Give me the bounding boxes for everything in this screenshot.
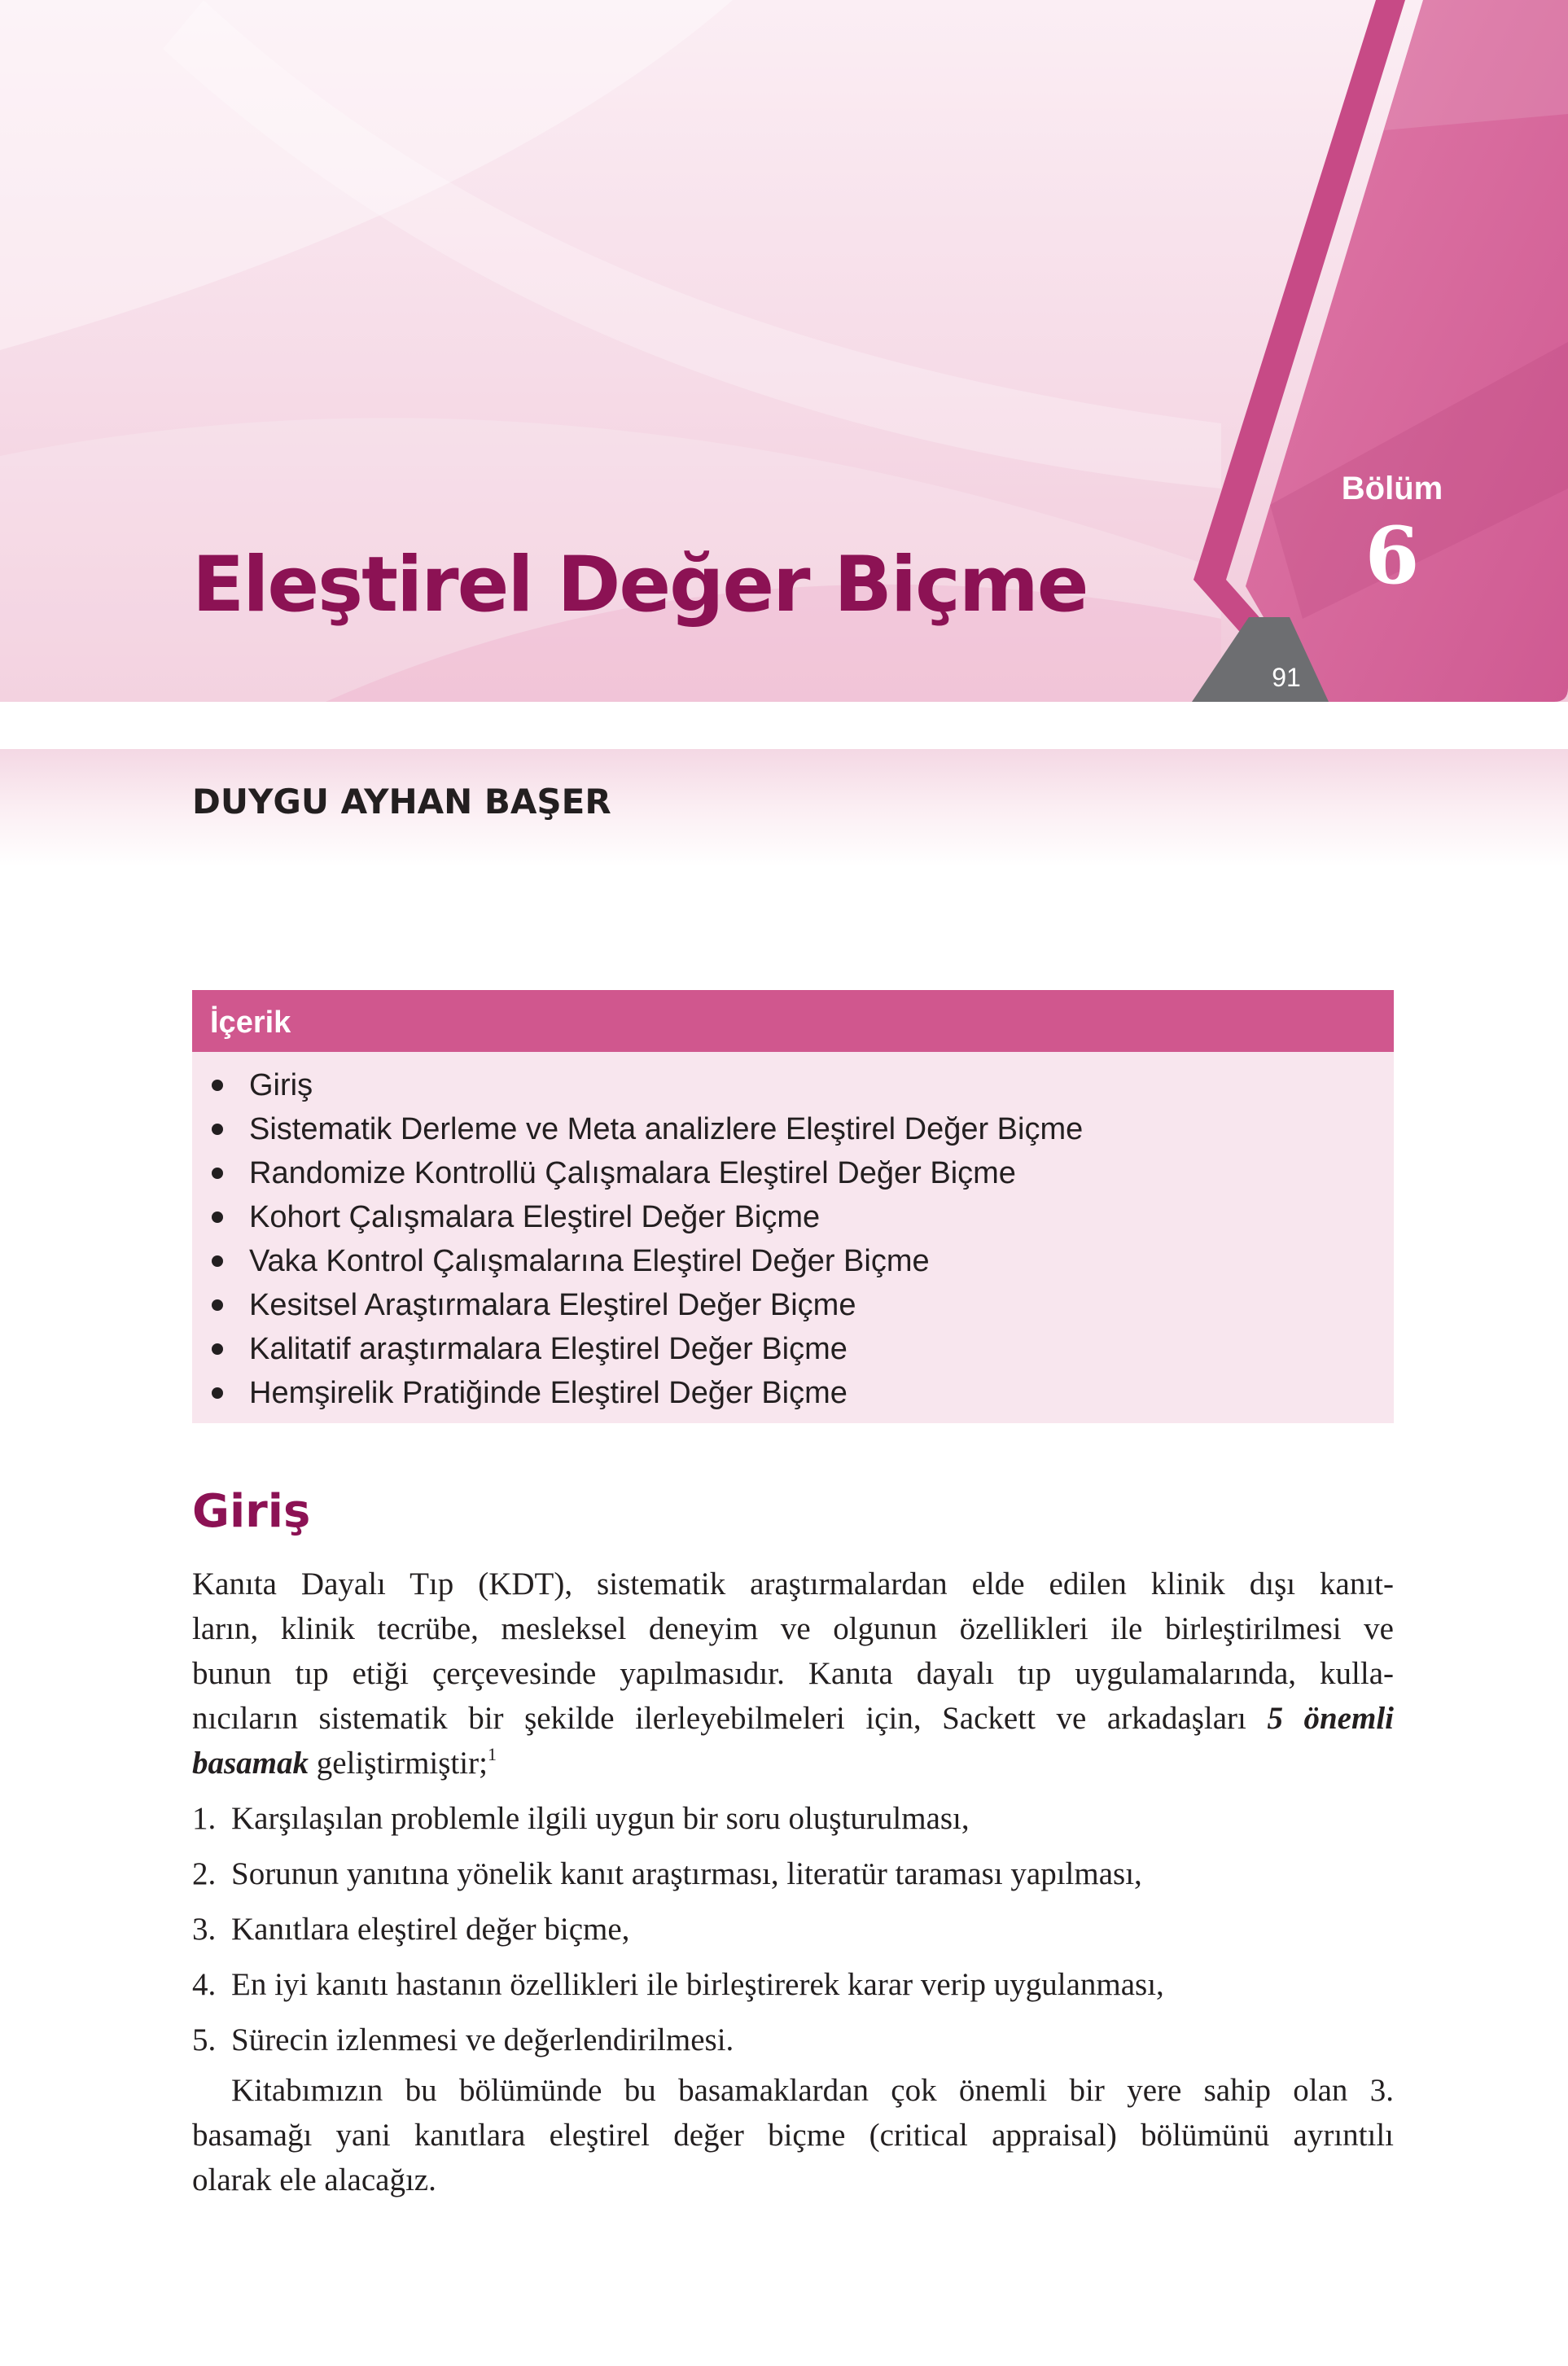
step-item (192, 1847, 1394, 1902)
contents-item-label: Kohort Çalışmalara Eleştirel Değer Biçme (249, 1200, 821, 1234)
contents-item (192, 1327, 1394, 1371)
intro-paragraph (192, 1562, 1394, 1785)
paragraph-line: Kitabımızın bu bölümünde bu basamaklardan çok önemli bir yere sahip olan 3. (231, 2073, 1394, 2108)
contents-item-label: Randomize Kontrollü Çalışmalara Eleştirel Değer Biçme (249, 1156, 1016, 1190)
paragraph-line: Kanıta Dayalı Tıp (KDT), sistematik araştırmalardan elde edilen klinik dışı kanıt- (192, 1566, 1394, 1601)
paragraph-line: olarak ele alacağız. (192, 2162, 436, 2197)
page-number: 91 (1272, 663, 1301, 692)
steps-list (192, 1791, 1394, 2068)
footnote-marker: 1 (487, 1744, 497, 1764)
contents-list (192, 1063, 1394, 1415)
step-text: Karşılaşılan problemle ilgili uygun bir soru oluşturulması, (231, 1801, 970, 1836)
bullet-icon (212, 1168, 223, 1179)
author-name: DUYGU AYHAN BAŞER (192, 782, 611, 822)
contents-item (192, 1239, 1394, 1283)
closing-paragraph (192, 2068, 1394, 2202)
contents-item (192, 1195, 1394, 1239)
chapter-header-band (0, 0, 1568, 702)
paragraph-line: ların, klinik tecrübe, mesleksel deneyim ve olgunun özellikleri ile birleştirilmesi ve (192, 1611, 1394, 1646)
emphasis-text: basamak (192, 1746, 309, 1781)
contents-item (192, 1283, 1394, 1327)
contents-box (192, 990, 1394, 1423)
contents-item (192, 1107, 1394, 1151)
paragraph-text: nıcıların sistematik bir şekilde ilerleyebilmeleri için, Sackett ve arkadaşları (192, 1701, 1268, 1736)
contents-item-label: Sistematik Derleme ve Meta analizlere Eleştirel Değer Biçme (249, 1112, 1084, 1146)
bullet-icon (212, 1255, 223, 1267)
step-item (192, 2013, 1394, 2068)
bullet-icon (212, 1211, 223, 1223)
chapter-title: Eleştirel Değer Biçme (192, 541, 1088, 629)
contents-item (192, 1063, 1394, 1107)
contents-item-label: Kalitatif araştırmalara Eleştirel Değer Biçme (249, 1332, 848, 1366)
bullet-icon (212, 1387, 223, 1399)
chapter-number: 6 (1364, 510, 1420, 602)
contents-heading: İçerik (192, 990, 1394, 1052)
paragraph-line (192, 1696, 1394, 1741)
contents-item-label: Kesitsel Araştırmalara Eleştirel Değer Biçme (249, 1288, 856, 1322)
contents-item-label: Giriş (249, 1068, 313, 1102)
step-number: 5. (192, 2022, 217, 2057)
contents-item (192, 1371, 1394, 1415)
contents-item (192, 1151, 1394, 1195)
step-item (192, 1902, 1394, 1957)
contents-item-label: Hemşirelik Pratiğinde Eleştirel Değer Biçme (249, 1376, 848, 1410)
step-item (192, 1957, 1394, 2013)
step-text: En iyi kanıtı hastanın özellikleri ile birleştirerek karar verip uygulanması, (231, 1967, 1164, 2002)
step-text: Sürecin izlenmesi ve değerlendirilmesi. (231, 2022, 734, 2057)
step-number: 2. (192, 1856, 217, 1891)
paragraph-line (192, 1741, 1394, 1785)
bullet-icon (212, 1080, 223, 1091)
paragraph-line: basamağı yani kanıtlara eleştirel değer biçme (critical appraisal) bölümünü ayrıntılı (192, 2118, 1394, 2153)
step-number: 1. (192, 1801, 217, 1836)
chapter-label: Bölüm (1341, 471, 1443, 506)
section-heading: Giriş (192, 1485, 311, 1538)
paragraph-text: geliştirmiştir; (309, 1746, 488, 1781)
bullet-icon (212, 1124, 223, 1135)
contents-item-label: Vaka Kontrol Çalışmalarına Eleştirel Değer Biçme (249, 1244, 930, 1278)
paragraph-line: bunun tıp etiği çerçevesinde yapılmasıdır. Kanıta dayalı tıp uygulamalarında, kulla- (192, 1656, 1394, 1691)
step-item (192, 1791, 1394, 1847)
step-text: Kanıtlara eleştirel değer biçme, (231, 1912, 630, 1947)
step-text: Sorunun yanıtına yönelik kanıt araştırması, literatür taraması yapılması, (231, 1856, 1142, 1891)
bullet-icon (212, 1343, 223, 1355)
bullet-icon (212, 1299, 223, 1311)
emphasis-text: 5 önemli (1267, 1701, 1394, 1736)
step-number: 4. (192, 1967, 217, 2002)
step-number: 3. (192, 1912, 217, 1947)
